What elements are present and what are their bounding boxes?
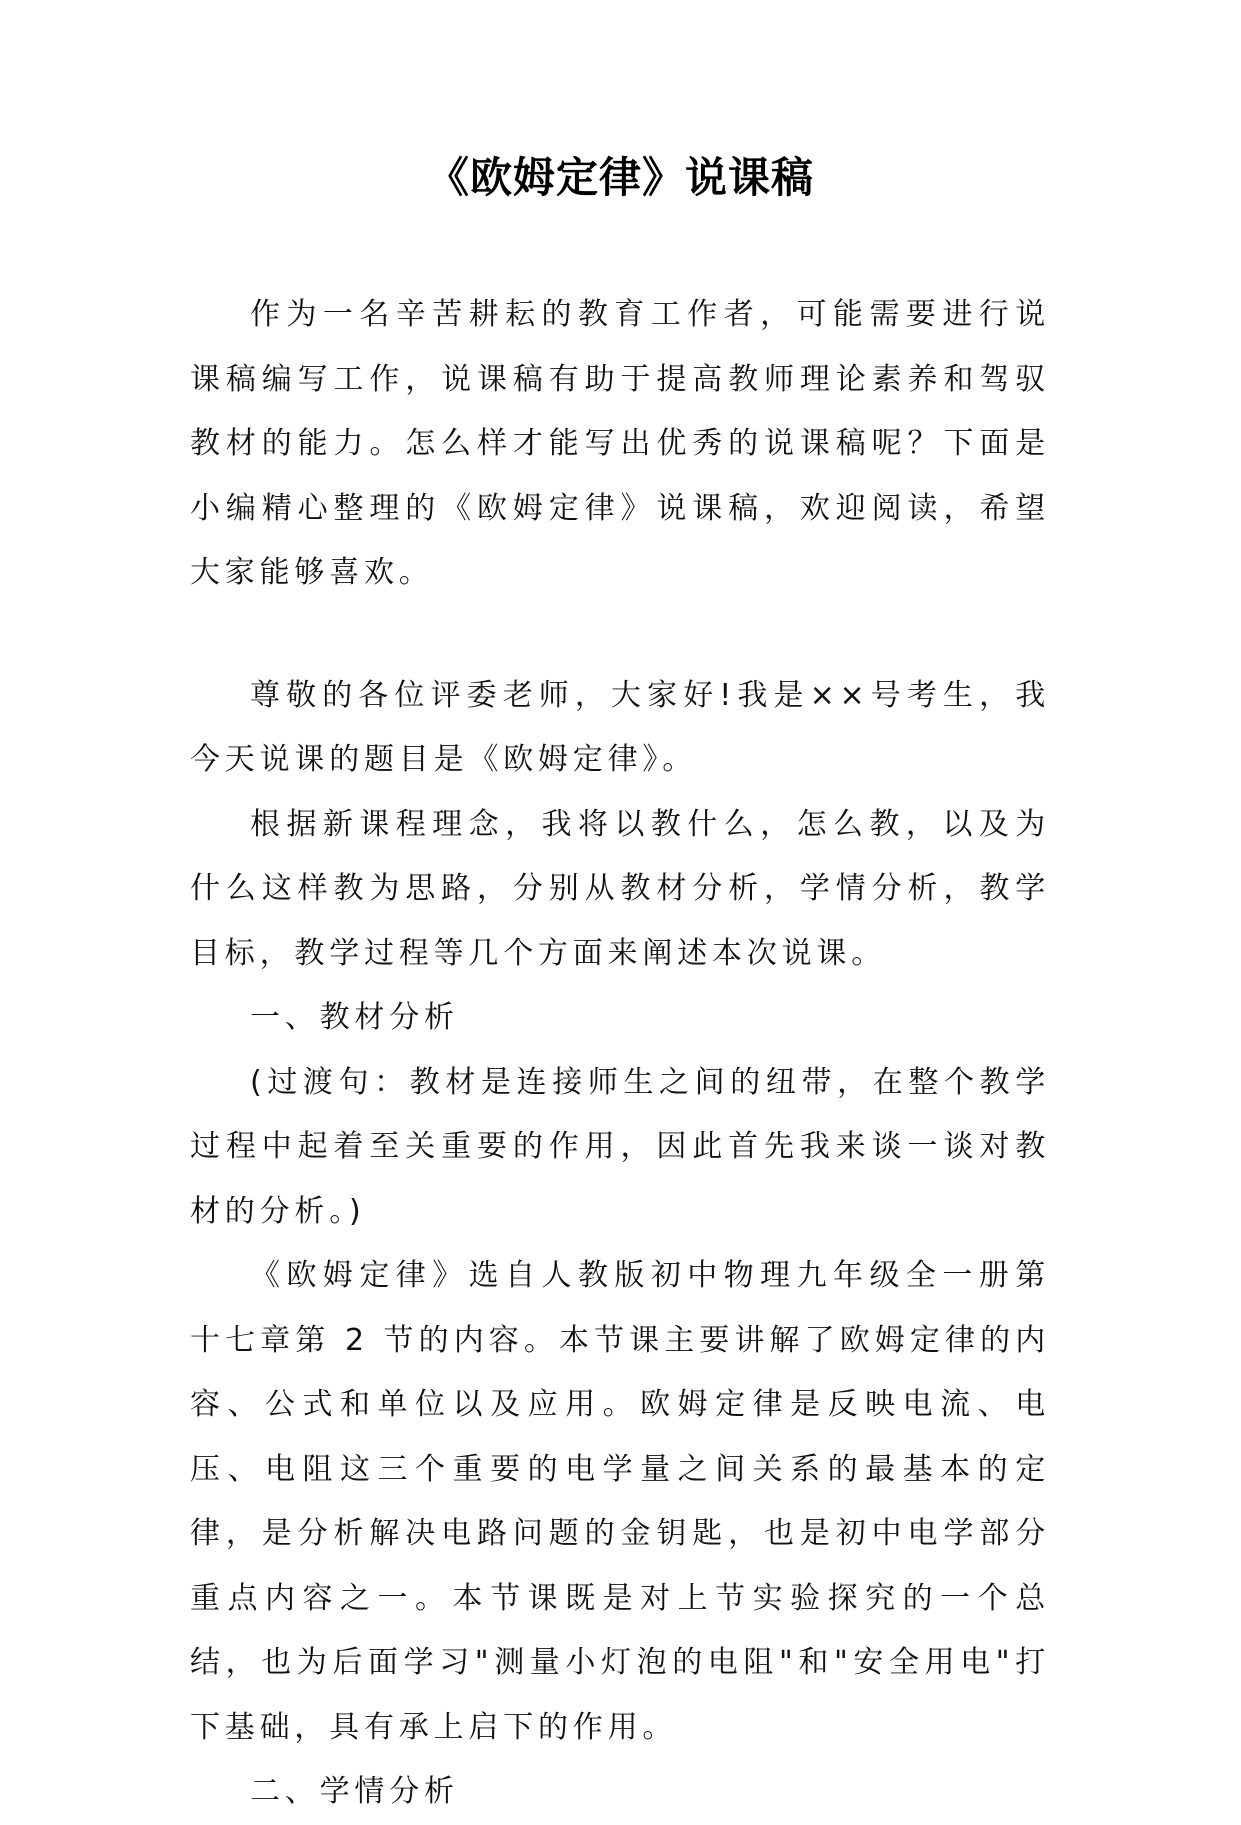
transition-paragraph: (过渡句：教材是连接师生之间的纽带，在整个教学过程中起着至关重要的作用，因此首先我来谈一谈对教材的分析。): [190, 1064, 1050, 1229]
intro-paragraph: 作为一名辛苦耕耘的教育工作者，可能需要进行说课稿编写工作，说课稿有助于提高教师理论素养和驾驭教材的能力。怎么样才能写出优秀的说课稿呢？下面是小编精心整理的《欧姆定律》说课稿，欢迎阅读，希望大家能够喜欢。: [190, 297, 1050, 590]
greeting-paragraph: 尊敬的各位评委老师，大家好!我是××号考生，我今天说课的题目是《欧姆定律》。: [190, 677, 1050, 777]
section-heading-textbook-analysis: 一、教材分析: [250, 1000, 459, 1035]
textbook-analysis-paragraph: 《欧姆定律》选自人教版初中物理九年级全一册第十七章第 2 节的内容。本节课主要讲解了欧姆定律的内容、公式和单位以及应用。欧姆定律是反映电流、电压、电阻这三个重要的电学量之间关系的最基本的定律，是分析解决电路问题的金钥匙，也是初中电学部分重点内容之一。本节课既是对上节实验探究的一个总结，也为后面学习"测量小灯泡的电阻"和"安全用电"打下基础，具有承上启下的作用。: [190, 1258, 1050, 1745]
document-body: [190, 283, 1050, 1825]
paragraph-spacer: [190, 606, 1050, 664]
section-heading-student-analysis: 二、学情分析: [250, 1774, 459, 1809]
document-title: 《欧姆定律》说课稿: [426, 153, 814, 202]
outline-paragraph: 根据新课程理念，我将以教什么，怎么教，以及为什么这样教为思路，分别从教材分析，学情分析，教学目标，教学过程等几个方面来阐述本次说课。: [190, 806, 1050, 971]
